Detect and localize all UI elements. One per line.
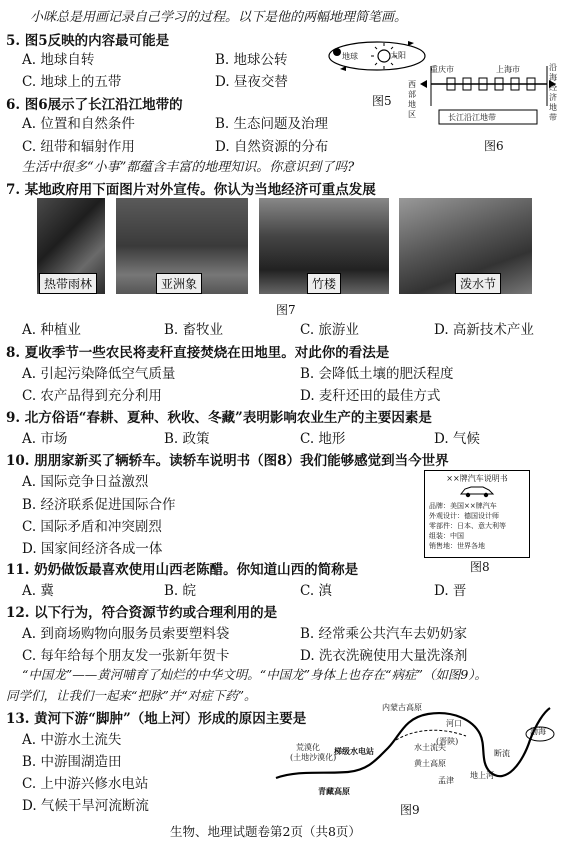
q5-option-b[interactable]: B. 地球公转 [215,52,288,68]
fig9-hekou-label: 河口 [446,719,462,728]
figure-5-orbit-diagram [322,26,432,88]
q8-option-b[interactable]: B. 会降低土壤的肥沃程度 [300,366,454,382]
q5-option-c[interactable]: C. 地球上的五带 [22,74,122,90]
photo-rainforest-label: 热带雨林 [39,273,97,294]
photo-rainforest [37,198,105,294]
question-11-stem: 11. 奶奶做饭最喜欢使用山西老陈醋。你知道山西的简称是 [6,562,359,578]
fig9-bohai-label: 渤海 [530,727,546,736]
figure-6-caption: 图6 [484,139,504,153]
figure-9-caption: 图9 [400,803,420,817]
intro-text-2: 生活中很多“小事”都蕴含丰富的地理知识。你意识到了吗? [22,160,355,175]
fig8-line-1: 品牌：美国××牌汽车 [429,502,497,510]
fig5-sun-label: 太阳 [390,51,406,60]
photo-water-festival [399,198,532,294]
fig9-mongolia-label: 内蒙古高原 [382,703,422,712]
question-13-stem: 13. 黄河下游“脚肿”（地上河）形成的原因主要是 [6,711,307,727]
fig6-chongqing-label: 重庆市 [430,65,454,74]
question-7-stem: 7. 某地政府用下面图片对外宣传。你认为当地经济可重点发展 [6,182,376,198]
car-icon [459,484,495,498]
fig9-desert2-label: (土地沙漠化) [290,753,337,762]
question-6-stem: 6. 图6展示了长江沿江地带的 [6,97,183,113]
question-5-stem: 5. 图5反映的内容最可能是 [6,33,170,49]
q11-option-a[interactable]: A. 冀 [22,583,54,599]
fig6-west-label: 西部地区 [408,80,416,119]
fig6-shanghai-label: 上海市 [496,65,520,74]
q12-option-b[interactable]: B. 经常乘公共汽车去奶奶家 [300,626,468,642]
fig9-mengjin-label: 孟津 [438,776,454,785]
photo-bamboo-house [259,198,389,294]
question-8-stem: 8. 夏收季节一些农民将麦秆直接焚烧在田地里。对此你的看法是 [6,345,390,361]
q9-option-d[interactable]: D. 气候 [434,431,480,447]
q12-option-c[interactable]: C. 每年给每个朋友发一张新年贺卡 [22,648,230,664]
q6-option-c[interactable]: C. 纽带和辐射作用 [22,139,135,155]
q9-option-c[interactable]: C. 地形 [300,431,346,447]
q6-option-d[interactable]: D. 自然资源的分布 [215,139,329,155]
fig6-belt-label: 长江沿江地带 [448,113,496,122]
q7-option-a[interactable]: A. 种植业 [22,322,81,338]
q5-option-a[interactable]: A. 地球自转 [22,52,95,68]
q6-option-a[interactable]: A. 位置和自然条件 [22,116,135,132]
q9-option-b[interactable]: B. 政策 [164,431,210,447]
q10-option-a[interactable]: A. 国际竞争日益激烈 [22,474,149,490]
fig9-qinghai-label: 青藏高原 [318,786,350,796]
q8-option-d[interactable]: D. 麦秆还田的最佳方式 [300,388,441,404]
figure-8-car-manual [424,470,530,558]
q6-option-b[interactable]: B. 生态问题及治理 [215,116,329,132]
photo-bamboo-label: 竹楼 [307,273,341,294]
q13-option-d[interactable]: D. 气候干旱河流断流 [22,798,149,814]
photo-elephant-label: 亚洲象 [156,273,202,294]
question-10-stem: 10. 朋朋家新买了辆轿车。读轿车说明书（图8）我们能够感觉到当今世界 [6,453,449,469]
q11-option-c[interactable]: C. 滇 [300,583,332,599]
photo-asian-elephant [116,198,248,294]
q12-option-d[interactable]: D. 洗衣洗碗使用大量洗涤剂 [300,648,468,664]
fig6-east-label: 沿海经济地带 [549,63,557,122]
fig9-desert-label: 荒漠化 [296,743,320,752]
fig5-earth-label: 地球 [342,52,358,61]
question-12-stem: 12. 以下行为，符合资源节约或合理利用的是 [6,605,278,621]
fig8-line-4: 组装：中国 [429,532,464,540]
fig9-plateau-label: 黄土高原 [414,759,446,768]
q7-option-c[interactable]: C. 旅游业 [300,322,359,338]
q10-option-b[interactable]: B. 经济联系促进国际合作 [22,497,176,513]
earth-icon [333,48,341,56]
intro-text-3a: “中国龙”——黄河哺育了灿烂的中华文明。“中国龙”身体上也存在“病症”（如图9）。 [22,667,488,682]
q7-option-d[interactable]: D. 高新技术产业 [434,322,534,338]
q13-option-c[interactable]: C. 上中游兴修水电站 [22,776,149,792]
fig8-line-2: 外观设计：德国设计师 [429,512,499,520]
photo-festival-label: 泼水节 [455,273,501,294]
fig9-duanliu-label: 断流 [494,749,510,758]
fig8-title: ××牌汽车说明书 [446,474,508,483]
q11-option-b[interactable]: B. 皖 [164,583,197,599]
q13-option-b[interactable]: B. 中游围湖造田 [22,754,122,770]
q10-option-d[interactable]: D. 国家间经济各成一体 [22,541,163,557]
q5-option-d[interactable]: D. 昼夜交替 [215,74,288,90]
intro-text-3b: 同学们，让我们一起来“把脉”并“对症下药”。 [6,688,257,703]
sun-icon [378,50,390,62]
fig9-above-label: 地上河 [470,771,494,780]
page-footer: 生物、地理试题卷第2页（共8页） [170,824,361,839]
fig8-line-5: 销售地：世界各地 [429,542,485,550]
figure-7-caption: 图7 [276,303,296,317]
q11-option-d[interactable]: D. 晋 [434,583,467,599]
q12-option-a[interactable]: A. 到商场购物向服务员索要塑料袋 [22,626,230,642]
q8-option-c[interactable]: C. 农产品得到充分利用 [22,388,162,404]
q13-option-a[interactable]: A. 中游水土流失 [22,732,122,748]
figure-5-caption: 图5 [372,94,392,108]
q10-option-c[interactable]: C. 国际矛盾和冲突剧烈 [22,519,162,535]
fig9-erosion-label: 水土流失 [414,743,446,752]
fig8-line-3: 零部件：日本、意大利等 [429,522,506,530]
q7-option-b[interactable]: B. 畜牧业 [164,322,224,338]
intro-text-1: 小咪总是用画记录自己学习的过程。以下是他的两幅地理简笔画。 [30,10,408,25]
q9-option-a[interactable]: A. 市场 [22,431,68,447]
question-9-stem: 9. 北方俗语“春耕、夏种、秋收、冬藏”表明影响农业生产的主要因素是 [6,410,432,426]
fig9-dam-label: 梯级水电站 [334,746,374,756]
q8-option-a[interactable]: A. 引起污染降低空气质量 [22,366,176,382]
fig9-jin-label: (晋陕) [436,737,459,746]
figure-8-caption: 图8 [470,560,490,574]
